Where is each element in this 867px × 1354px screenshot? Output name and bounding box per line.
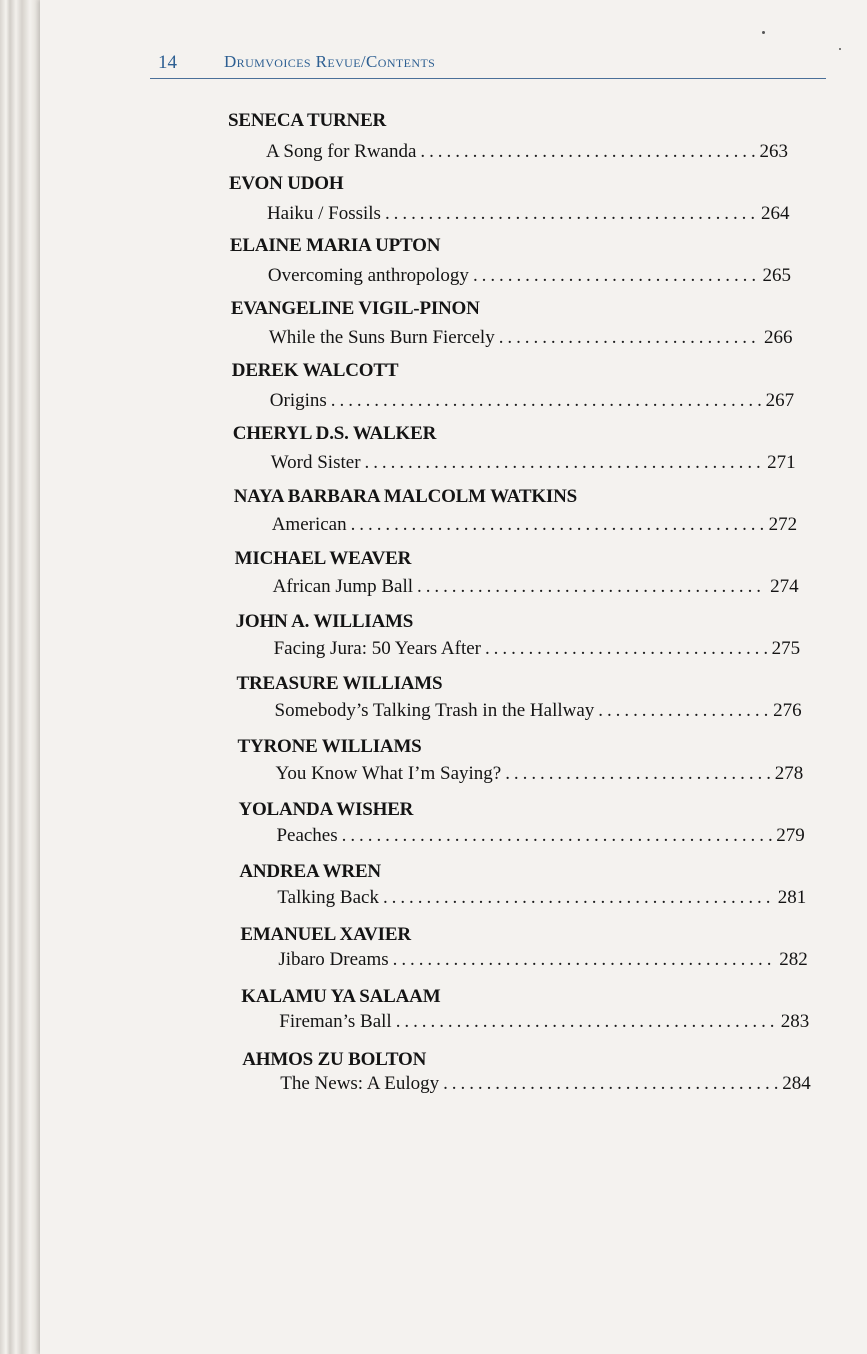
page-ref: 278 — [774, 762, 804, 784]
page-ref: 266 — [764, 327, 793, 349]
work-title: The News: A Eulogy — [280, 1073, 440, 1095]
toc-entry[interactable] — [280, 1073, 811, 1099]
dot-leader — [598, 700, 769, 722]
dot-leader — [393, 949, 776, 971]
work-title: Talking Back — [277, 886, 379, 908]
page-ref: 282 — [779, 948, 808, 970]
dot-leader — [473, 265, 759, 287]
work-title: Word Sister — [270, 451, 361, 473]
work-title: You Know What I’m Saying? — [275, 762, 502, 784]
author-name: YOLANDA WISHER — [238, 798, 414, 820]
dot-leader — [383, 887, 774, 909]
author-name: EVANGELINE VIGIL-PINON — [230, 297, 480, 319]
page-ref: 272 — [768, 513, 798, 535]
dot-leader — [443, 1073, 778, 1095]
work-title: Peaches — [276, 824, 338, 846]
toc-entry[interactable] — [277, 887, 806, 913]
dot-leader — [331, 390, 762, 412]
dot-leader — [499, 327, 760, 349]
toc-entry[interactable] — [268, 265, 791, 291]
dot-leader — [385, 203, 757, 225]
paper-speck — [762, 31, 765, 34]
toc-entry[interactable] — [272, 514, 797, 540]
page-ref: 263 — [759, 141, 788, 162]
toc-entry[interactable] — [275, 700, 802, 726]
dot-leader — [505, 763, 770, 785]
toc-entry[interactable] — [266, 141, 788, 167]
work-title: Origins — [269, 389, 327, 411]
dot-leader — [417, 576, 766, 598]
author-name: CHERYL D.S. WALKER — [232, 423, 437, 444]
page-ref: 265 — [762, 265, 792, 287]
page-ref: 284 — [782, 1073, 811, 1095]
author-name: EMANUEL XAVIER — [240, 923, 411, 945]
page-ref: 267 — [765, 389, 795, 411]
dot-leader — [420, 141, 755, 163]
work-title: Somebody’s Talking Trash in the Hallway — [274, 700, 595, 722]
toc-entry[interactable] — [270, 390, 794, 416]
work-title: A Song for Rwanda — [266, 141, 417, 162]
author-name: DEREK WALCOTT — [231, 360, 399, 382]
author-name: TREASURE WILLIAMS — [236, 673, 443, 695]
work-title: African Jump Ball — [272, 576, 413, 598]
paper-speck — [839, 48, 841, 50]
author-name: MICHAEL WEAVER — [234, 548, 412, 570]
dot-leader — [365, 452, 764, 474]
author-name: EVON UDOH — [228, 172, 344, 194]
dot-leader — [485, 638, 768, 660]
author-name: ANDREA WREN — [239, 861, 381, 883]
page-ref: 271 — [767, 451, 796, 473]
page-ref: 264 — [761, 203, 790, 225]
work-title: Haiku / Fossils — [266, 203, 381, 225]
running-head: Drumvoices Revue/Contents — [224, 52, 436, 71]
dot-leader — [351, 514, 765, 536]
author-name: TYRONE WILLIAMS — [237, 736, 422, 757]
toc-entry[interactable] — [279, 1011, 809, 1037]
toc-entry[interactable] — [273, 576, 799, 602]
author-name: JOHN A. WILLIAMS — [235, 610, 414, 632]
toc-entry[interactable] — [276, 763, 804, 789]
toc-entry[interactable] — [269, 327, 793, 353]
page-ref: 276 — [773, 700, 802, 722]
toc-entry[interactable] — [274, 638, 801, 664]
author-name: SENECA TURNER — [228, 110, 387, 131]
author-name: NAYA BARBARA MALCOLM WATKINS — [233, 485, 578, 507]
author-name: KALAMU YA SALAAM — [241, 986, 441, 1008]
work-title: American — [271, 513, 347, 535]
work-title: Overcoming anthropology — [267, 265, 469, 287]
toc-entry[interactable] — [278, 949, 807, 975]
toc-entry[interactable] — [267, 203, 790, 229]
toc-entry[interactable] — [271, 452, 796, 478]
toc-entry[interactable] — [276, 825, 804, 851]
author-name: AHMOS ZU BOLTON — [242, 1049, 427, 1070]
page-ref: 274 — [770, 576, 799, 598]
work-title: Fireman’s Ball — [279, 1011, 392, 1033]
page-number: 14 — [158, 52, 177, 73]
work-title: While the Suns Burn Fiercely — [268, 327, 495, 349]
page-ref: 279 — [776, 824, 805, 846]
page-ref: 283 — [780, 1011, 810, 1033]
page-ref: 275 — [771, 638, 801, 660]
author-name: ELAINE MARIA UPTON — [229, 235, 441, 257]
page-ref: 281 — [777, 886, 807, 908]
work-title: Facing Jura: 50 Years After — [273, 638, 481, 660]
dot-leader — [396, 1011, 777, 1033]
work-title: Jibaro Dreams — [278, 948, 389, 970]
dot-leader — [342, 825, 773, 847]
